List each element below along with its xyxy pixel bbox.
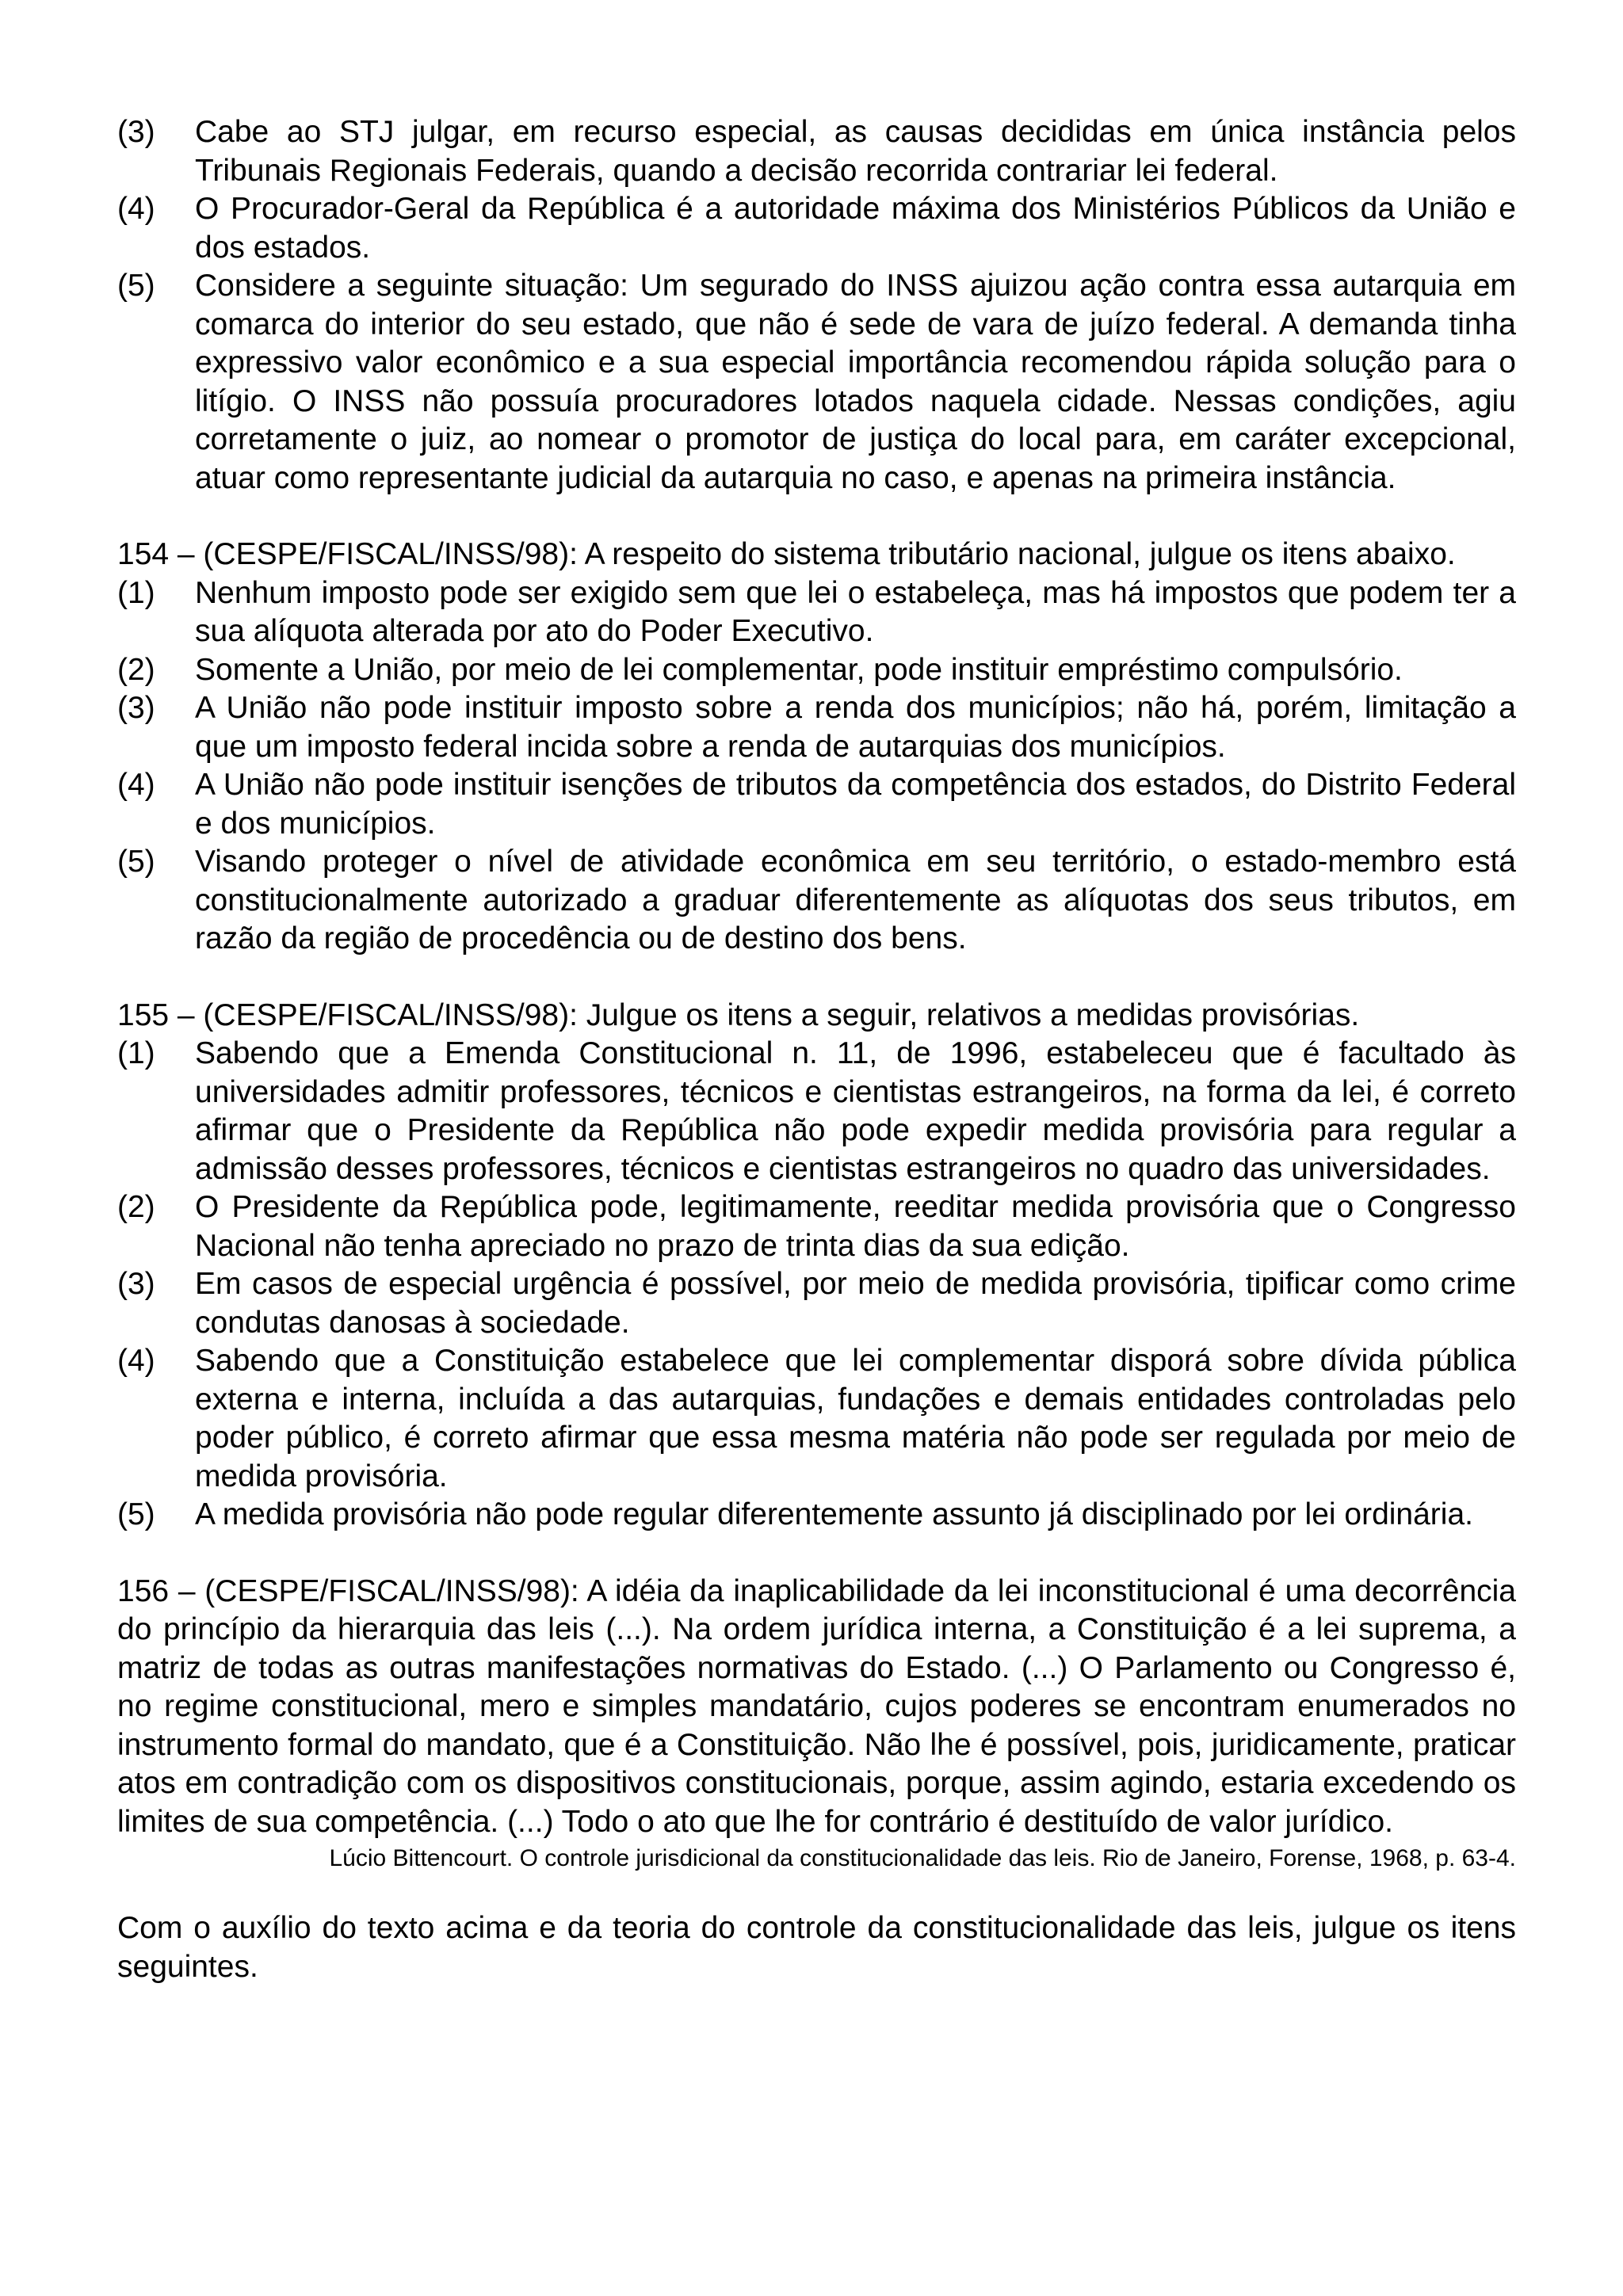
list-item bbox=[117, 1265, 1516, 1342]
list-item bbox=[117, 689, 1516, 766]
item-number: (4) bbox=[117, 192, 155, 226]
list-item bbox=[117, 1342, 1516, 1496]
instruction-text: Com o auxílio do texto acima e da teoria do controle da constitucionalidade das leis, julgue os itens seguintes. bbox=[117, 1911, 1516, 1984]
item-number: (1) bbox=[117, 575, 155, 610]
list-item bbox=[117, 574, 1516, 651]
list-item bbox=[117, 1188, 1516, 1265]
item-text: O Presidente da República pode, legitimamente, reeditar medida provisória que o Congresso Nacional não tenha apreciado no prazo de trinta dias da sua edição. bbox=[195, 1190, 1516, 1263]
item-text: Cabe ao STJ julgar, em recurso especial, as causas decididas em única instância pelos Tribunais Regionais Federais, quando a decisão recorrida contrariar lei federal. bbox=[195, 115, 1516, 188]
list-item bbox=[117, 843, 1516, 959]
item-number: (4) bbox=[117, 1344, 155, 1378]
question-154-heading: 154 – (CESPE/FISCAL/INSS/98): A respeito do sistema tributário nacional, julgue os itens abaixo. bbox=[117, 537, 1456, 571]
document-page bbox=[117, 113, 1516, 1986]
item-number: (1) bbox=[117, 1036, 155, 1070]
list-item bbox=[117, 190, 1516, 267]
item-text: Em casos de especial urgência é possível, por meio de medida provisória, tipificar como crime condutas danosas à sociedade. bbox=[195, 1267, 1516, 1340]
item-text: A União não pode instituir imposto sobre a renda dos municípios; não há, porém, limitação a que um imposto federal incida sobre a renda de autarquias dos municípios. bbox=[195, 691, 1516, 764]
list-item bbox=[117, 651, 1516, 690]
item-text: Nenhum imposto pode ser exigido sem que lei o estabeleça, mas há impostos que podem ter a sua alíquota alterada por ato do Poder Executivo. bbox=[195, 575, 1516, 648]
item-text: Sabendo que a Emenda Constitucional n. 11, de 1996, estabeleceu que é facultado às universidades admitir professores, técnicos e cientistas estrangeiros, na forma da lei, é correto afirmar que o Presidente da República não pode expedir medida provisória para regular a admissão desses professores, técnicos e cientistas estrangeiros no quadro das universidades. bbox=[195, 1036, 1516, 1186]
item-number: (3) bbox=[117, 691, 155, 725]
item-text: Somente a União, por meio de lei complementar, pode instituir empréstimo compulsório. bbox=[195, 652, 1403, 687]
list-item bbox=[117, 1035, 1516, 1188]
item-number: (3) bbox=[117, 1267, 155, 1301]
item-text: A União não pode instituir isenções de tributos da competência dos estados, do Distrito Federal e dos municípios. bbox=[195, 768, 1516, 841]
item-number: (3) bbox=[117, 115, 155, 149]
item-text: A medida provisória não pode regular diferentemente assunto já disciplinado por lei ordinária. bbox=[195, 1497, 1473, 1531]
item-text: Sabendo que a Constituição estabelece que lei complementar disporá sobre dívida pública externa e interna, incluída a das autarquias, fundações e demais entidades controladas pelo poder público, é correto afirmar que essa mesma matéria não pode ser regulada por meio de medida provisória. bbox=[195, 1344, 1516, 1493]
item-number: (2) bbox=[117, 1190, 155, 1224]
item-number: (5) bbox=[117, 1497, 155, 1531]
item-text: O Procurador-Geral da República é a autoridade máxima dos Ministérios Públicos da União e dos estados. bbox=[195, 192, 1516, 265]
item-number: (2) bbox=[117, 652, 155, 687]
list-item bbox=[117, 766, 1516, 843]
question-155-heading: 155 – (CESPE/FISCAL/INSS/98): Julgue os itens a seguir, relativos a medidas provisórias. bbox=[117, 997, 1360, 1032]
item-text: Visando proteger o nível de atividade econômica em seu território, o estado-membro está constitucionalmente autorizado a graduar diferentemente as alíquotas dos seus tributos, em razão da região de procedência ou de destino dos bens. bbox=[195, 845, 1516, 955]
item-text: Considere a seguinte situação: Um segurado do INSS ajuizou ação contra essa autarquia em comarca do interior do seu estado, que não é sede de vara de juízo federal. A demanda tinha expressivo valor econômico e a sua especial importância recomendou rápida solução para o litígio. O INSS não possuía procuradores lotados naquela cidade. Nessas condições, agiu corretamente o juiz, ao nomear o promotor de justiça do local para, em caráter excepcional, atuar como representante judicial da autarquia no caso, e apenas na primeira instância. bbox=[195, 269, 1516, 495]
list-item bbox=[117, 1496, 1516, 1535]
item-number: (5) bbox=[117, 845, 155, 879]
item-number: (5) bbox=[117, 269, 155, 303]
list-item bbox=[117, 267, 1516, 498]
citation: Lúcio Bittencourt. O controle jurisdicional da constitucionalidade das leis. Rio de Janeiro, Forense, 1968, p. 63-4. bbox=[329, 1845, 1516, 1871]
list-item bbox=[117, 113, 1516, 190]
question-156-text: 156 – (CESPE/FISCAL/INSS/98): A idéia da inaplicabilidade da lei inconstitucional é uma decorrência do princípio da hierarquia das leis (...). Na ordem jurídica interna, a Constituição é a lei suprema, a matriz de todas as outras manifestações normativas do Estado. (...) O Parlamento ou Congresso é, no regime constitucional, mero e simples mandatário, cujos poderes se encontram enumerados no instrumento formal do mandato, que é a Constituição. Não lhe é possível, pois, juridicamente, praticar atos em contradição com os dispositivos constitucionais, porque, assim agindo, estaria excedendo os limites de sua competência. (...) Todo o ato que lhe for contrário é destituído de valor jurídico. bbox=[117, 1573, 1516, 1839]
item-number: (4) bbox=[117, 768, 155, 802]
